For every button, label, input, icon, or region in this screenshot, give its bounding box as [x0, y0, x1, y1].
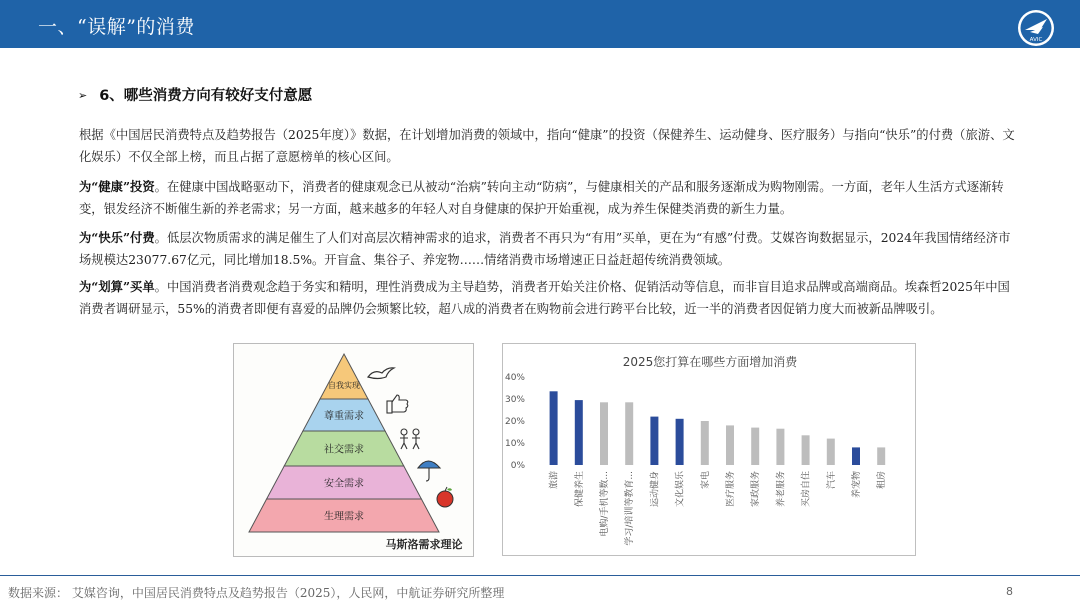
happiness-lead: 为“快乐”付费: [79, 230, 155, 245]
pyramid-level-label: 自我实现: [328, 381, 360, 390]
bar-4: [625, 402, 633, 465]
happiness-body: 。低层次物质需求的满足催生了人们对高层次精神需求的追求，消费者不再只为“有用”买单，更在为“有感”付费。艾媒咨询数据显示，2024年我国情绪经济市场规模达23077.67亿元，同比增加18.5%。开盲盒、集谷子、养宠物……情绪消费市场增速正日益赶超传统消费领域。: [79, 231, 1011, 267]
bar-5: [650, 417, 658, 465]
y-tick-label: 0%: [510, 461, 525, 471]
x-tick-label: 医疗服务: [726, 471, 736, 508]
x-tick-label: 家电: [700, 471, 711, 490]
page-number: 8: [1006, 585, 1013, 598]
bar-1: [550, 391, 558, 465]
pyramid-level-label: 生理需求: [324, 511, 364, 523]
bar-9: [751, 428, 759, 465]
x-tick-label: 学习/培训等教育...: [625, 471, 636, 546]
thumbs-up-icon: [387, 395, 408, 413]
footer-divider: [0, 575, 1080, 576]
bar-12: [827, 439, 835, 465]
bullet-arrow-icon: ➢: [78, 89, 88, 102]
health-body: 。在健康中国战略驱动下，消费者的健康观念已从被动“治病”转向主动“防病”，与健康相关的产品和服务逐渐成为购物刚需。一方面，老年人生活方式逐渐转变，银发经济不断催生新的养老需求；另一方面，越来越多的年轻人对自身健康的保护开始重视，成为养生保健类消费的新生力量。: [79, 180, 1004, 216]
bar-8: [726, 425, 734, 465]
bird-icon: [368, 368, 394, 379]
umbrella-icon: [418, 461, 440, 481]
pyramid-level-label: 社交需求: [324, 444, 364, 456]
bar-2: [575, 400, 583, 465]
y-tick-label: 30%: [504, 395, 525, 405]
health-paragraph: [79, 176, 1019, 220]
page-title: 一、“误解”的消费: [38, 16, 195, 38]
bar-chart-svg: [503, 344, 917, 557]
y-tick-label: 10%: [504, 439, 525, 449]
bar-11: [802, 435, 810, 465]
y-tick-label: 40%: [504, 373, 525, 383]
x-tick-label: 运动健身: [650, 471, 661, 508]
x-tick-label: 买房自住: [801, 471, 812, 508]
x-tick-label: 养老服务: [776, 471, 787, 508]
x-tick-label: 家政服务: [751, 471, 762, 508]
consumption-bar-chart: [502, 343, 916, 556]
bar-13: [852, 447, 860, 465]
value-paragraph: [79, 276, 1019, 320]
header-bar: [0, 0, 1080, 48]
x-tick-label: 旅游: [549, 471, 560, 490]
bar-14: [877, 447, 885, 465]
maslow-pyramid-svg: [234, 344, 475, 558]
pyramid-level-label: 安全需求: [324, 478, 364, 490]
x-tick-label: 电购/手机等数...: [600, 471, 610, 537]
maslow-pyramid-figure: [233, 343, 474, 557]
intro-paragraph: 根据《中国居民消费特点及趋势报告（2025年度）》数据，在计划增加消费的领域中，指向“健康”的投资（保健养生、运动健身、医疗服务）与指向“快乐”的付费（旅游、文化娱乐）不仅全部上榜，而且占据了意愿榜单的核心区间。: [79, 128, 1015, 164]
logo-text: AVIC: [1029, 37, 1043, 43]
section-heading: [78, 84, 312, 105]
x-tick-label: 文化娱乐: [675, 471, 686, 508]
bar-10: [776, 429, 784, 465]
section-title: 6、哪些消费方向有较好支付意愿: [99, 88, 313, 104]
health-lead: 为“健康”投资: [79, 179, 155, 194]
pyramid-level-label: 尊重需求: [324, 411, 364, 422]
x-tick-label: 租房: [877, 471, 888, 490]
chart-title: 2025您打算在哪些方面增加消费: [622, 355, 798, 369]
happiness-paragraph: [79, 227, 1019, 271]
value-lead: 为“划算”买单: [79, 279, 155, 294]
x-tick-label: 汽车: [826, 471, 837, 490]
value-body: 。中国消费者消费观念趋于务实和精明，理性消费成为主导趋势，消费者开始关注价格、促销活动等信息，而非盲目追求品牌或高端商品。埃森哲2025年中国消费者调研显示，55%的消费者即便有喜爱的品牌仍会频繁比较，超八成的消费者在购物前会进行跨平台比较，近一半的消费者因促销力度大而被新品牌吸引。: [79, 280, 1010, 316]
data-source-note: 数据来源： 艾媒咨询，中国居民消费特点及趋势报告（2025），人民网，中航证券研究所整理: [8, 586, 505, 600]
x-tick-label: 养宠物: [852, 471, 862, 499]
people-icon: [400, 429, 420, 449]
x-tick-label: 保健养生: [574, 471, 585, 508]
pyramid-caption: 马斯洛需求理论: [385, 538, 463, 551]
bar-6: [676, 419, 684, 465]
avic-logo-icon: [1016, 8, 1056, 48]
pyramid-level-1: [320, 354, 368, 399]
bar-3: [600, 402, 608, 465]
y-tick-label: 20%: [504, 417, 525, 427]
bar-7: [701, 421, 709, 465]
apple-icon: [437, 487, 453, 507]
